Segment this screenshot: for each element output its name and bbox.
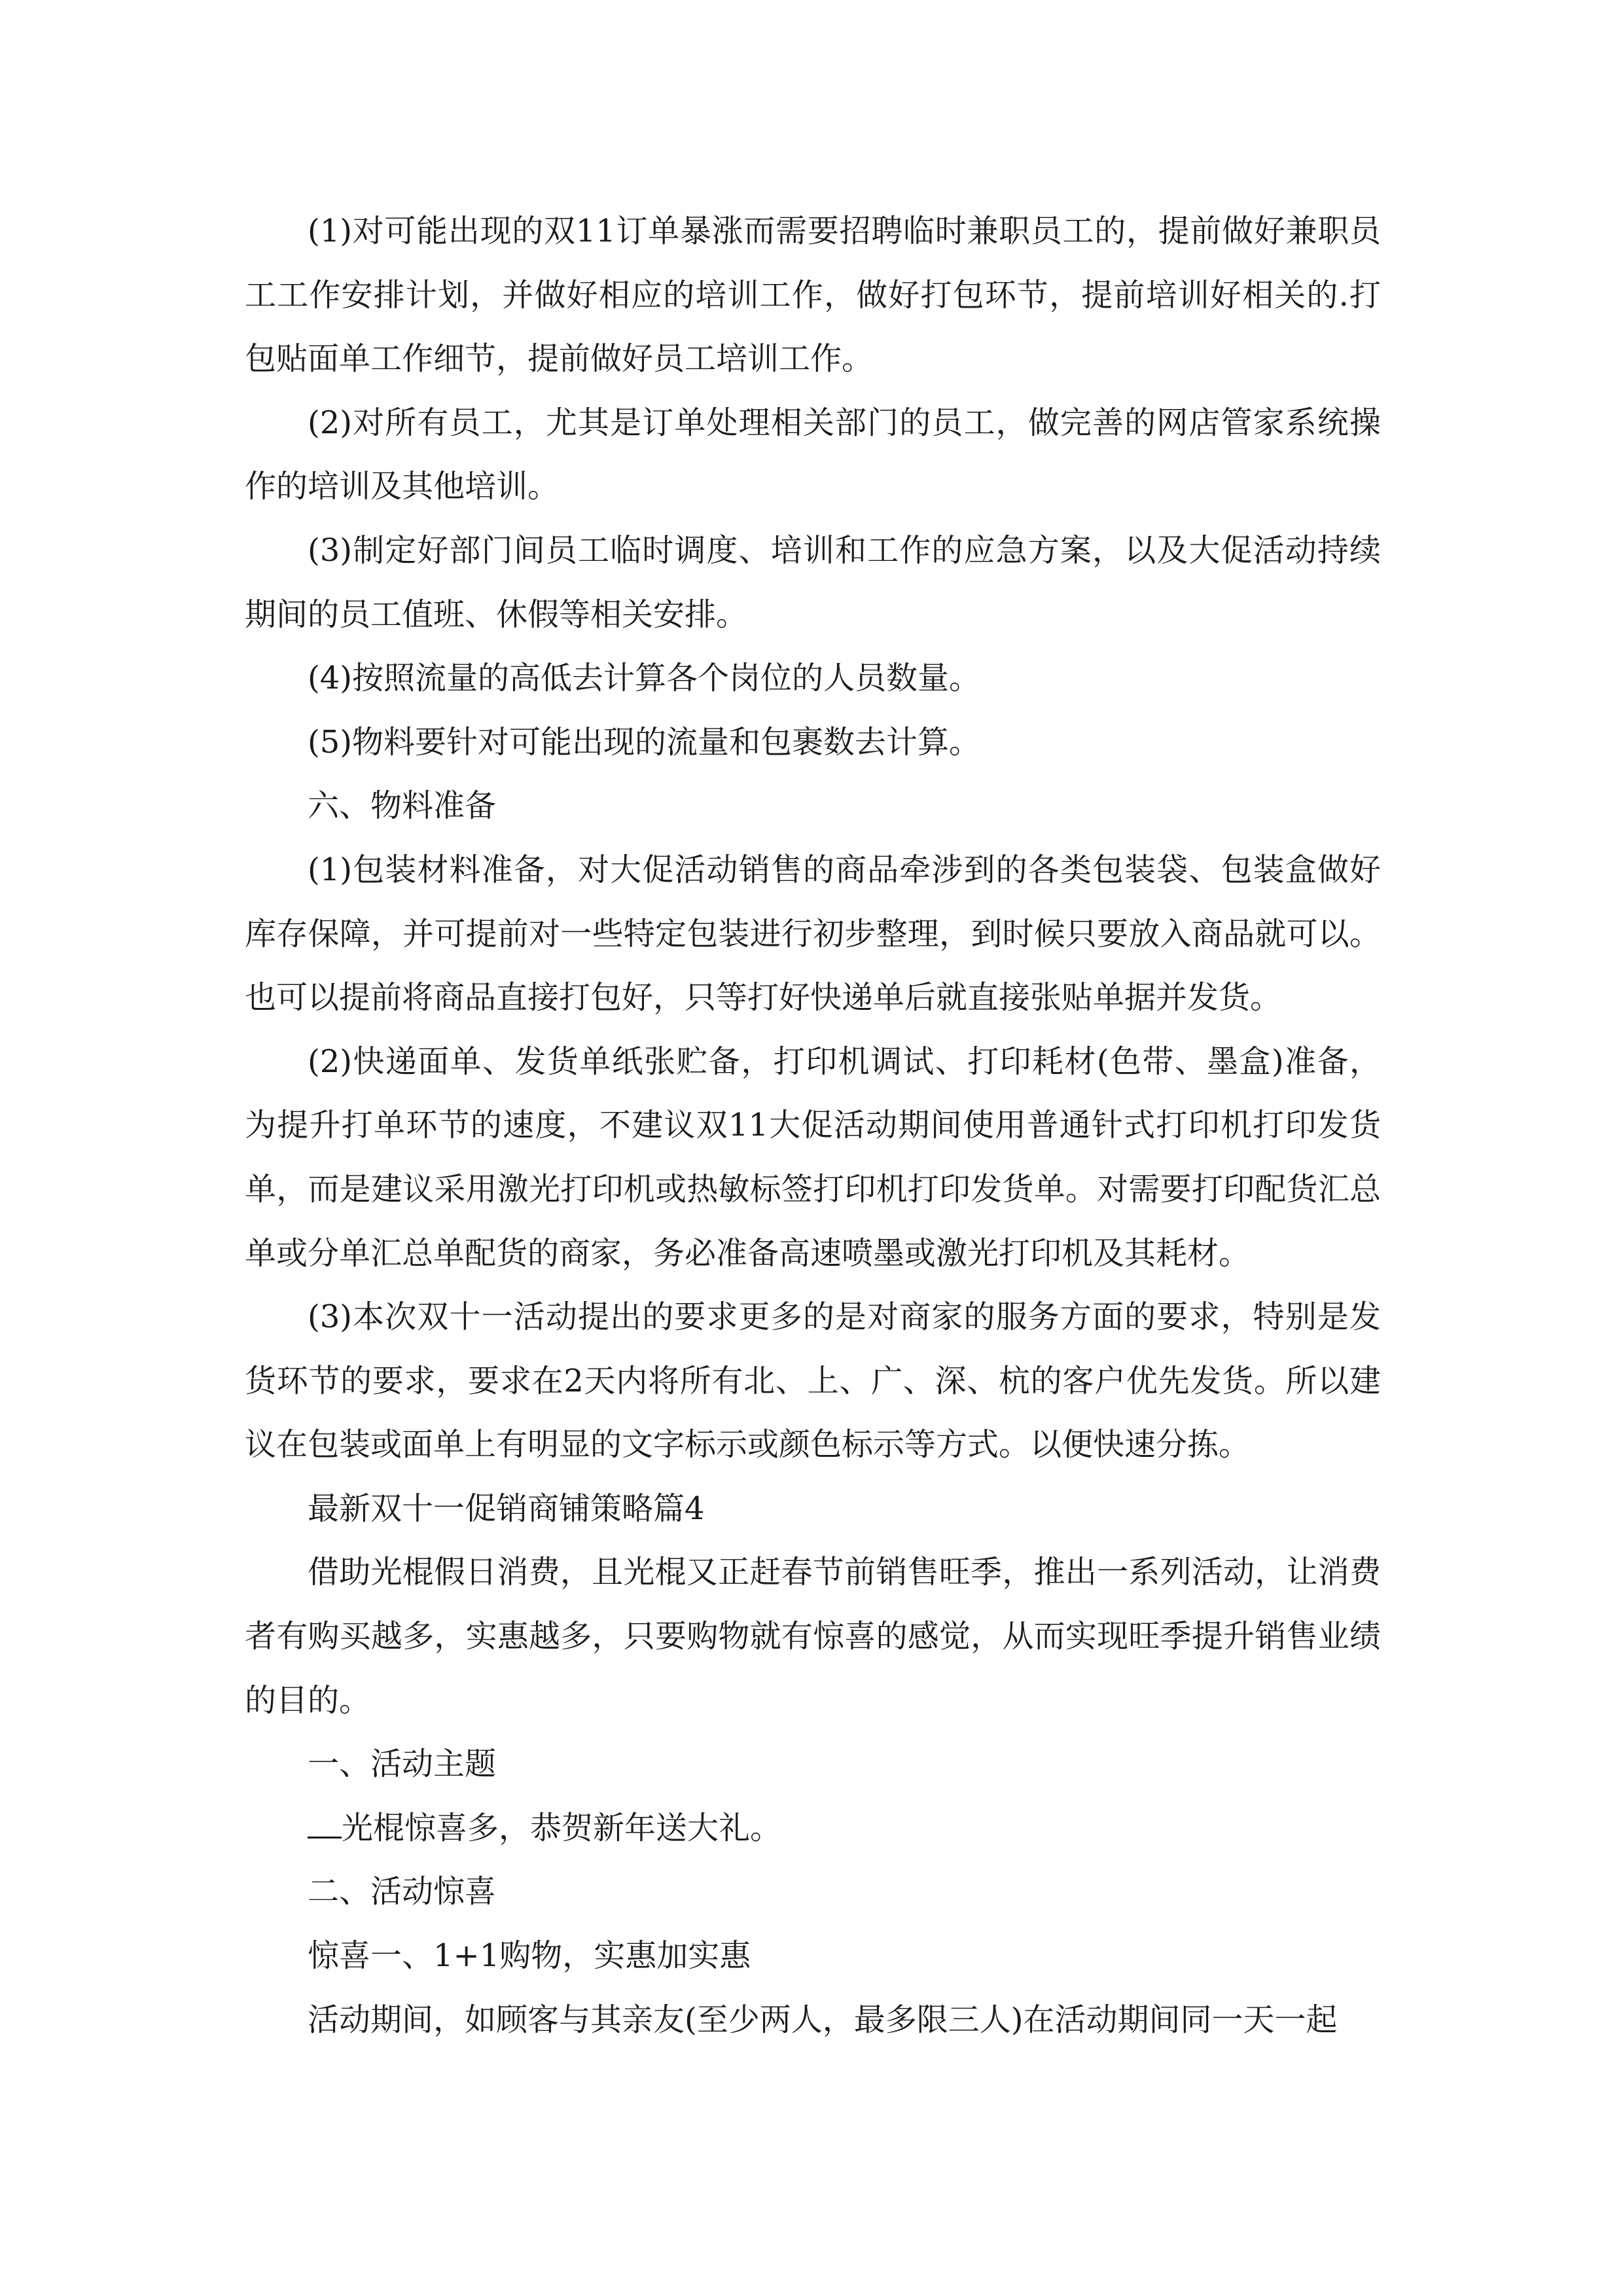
paragraph-item-8: (3)本次双十一活动提出的要求更多的是对商家的服务方面的要求，特别是发货环节的要求，要求在2天内将所有北、上、广、深、杭的客户优先发货。所以建议在包装或面单上有明显的文字标示或颜色标示等方式。以便快速分拣。 [245,1299,1381,1463]
paragraph-intro: 借助光棍假日消费，且光棍又正赶春节前销售旺季，推出一系列活动，让消费者有购买越多，实惠越多，只要购物就有惊喜的感觉，从而实现旺季提升销售业绩的目的。 [245,1554,1381,1719]
paragraph-item-3: (3)制定好部门间员工临时调度、培训和工作的应急方案，以及大促活动持续期间的员工值班、休假等相关安排。 [245,531,1381,633]
document-body [245,200,1381,2052]
paragraph-item-6: (1)包装材料准备，对大促活动销售的商品牵涉到的各类包装袋、包装盒做好库存保障，并可提前对一些特定包装进行初步整理，到时候只要放入商品就可以。也可以提前将商品直接打包好，只等打好快递单后就直接张贴单据并发货。 [245,851,1381,1016]
section-heading-materials: 六、物料准备 [308,787,497,825]
blank-underline [308,1808,342,1839]
paragraph-item-4: (4)按照流量的高低去计算各个岗位的人员数量。 [308,660,980,697]
section-heading-theme: 一、活动主题 [308,1746,497,1783]
article-heading-part-4: 最新双十一促销商铺策略篇4 [308,1490,705,1527]
paragraph-item-7: (2)快递面单、发货单纸张贮备，打印机调试、打印耗材(色带、墨盒)准备，为提升打单环节的速度，不建议双11大促活动期间使用普通针式打印机打印发货单，而是建议采用激光打印机或热敏标签打印机打印发货单。对需要打印配货汇总单或分单汇总单配货的商家，务必准备高速喷墨或激光打印机及其耗材。 [245,1043,1381,1272]
surprise-one-heading: 惊喜一、1+1购物，实惠加实惠 [308,1937,751,1975]
theme-line [245,1797,1381,1861]
theme-text: 光棍惊喜多，恭贺新年送大礼。 [342,1809,782,1846]
paragraph-activity-period: 活动期间，如顾客与其亲友(至少两人，最多限三人)在活动期间同一天一起 [308,2001,1338,2038]
paragraph-item-1: (1)对可能出现的双11订单暴涨而需要招聘临时兼职员工的，提前做好兼职员工工作安排计划，并做好相应的培训工作，做好打包环节，提前培训好相关的.打包贴面单工作细节，提前做好员工培训工作。 [245,213,1381,378]
paragraph-item-5: (5)物料要针对可能出现的流量和包裹数去计算。 [308,723,980,761]
paragraph-item-2: (2)对所有员工，尤其是订单处理相关部门的员工，做完善的网店管家系统操作的培训及其他培训。 [245,404,1381,505]
section-heading-surprise: 二、活动惊喜 [308,1873,497,1910]
